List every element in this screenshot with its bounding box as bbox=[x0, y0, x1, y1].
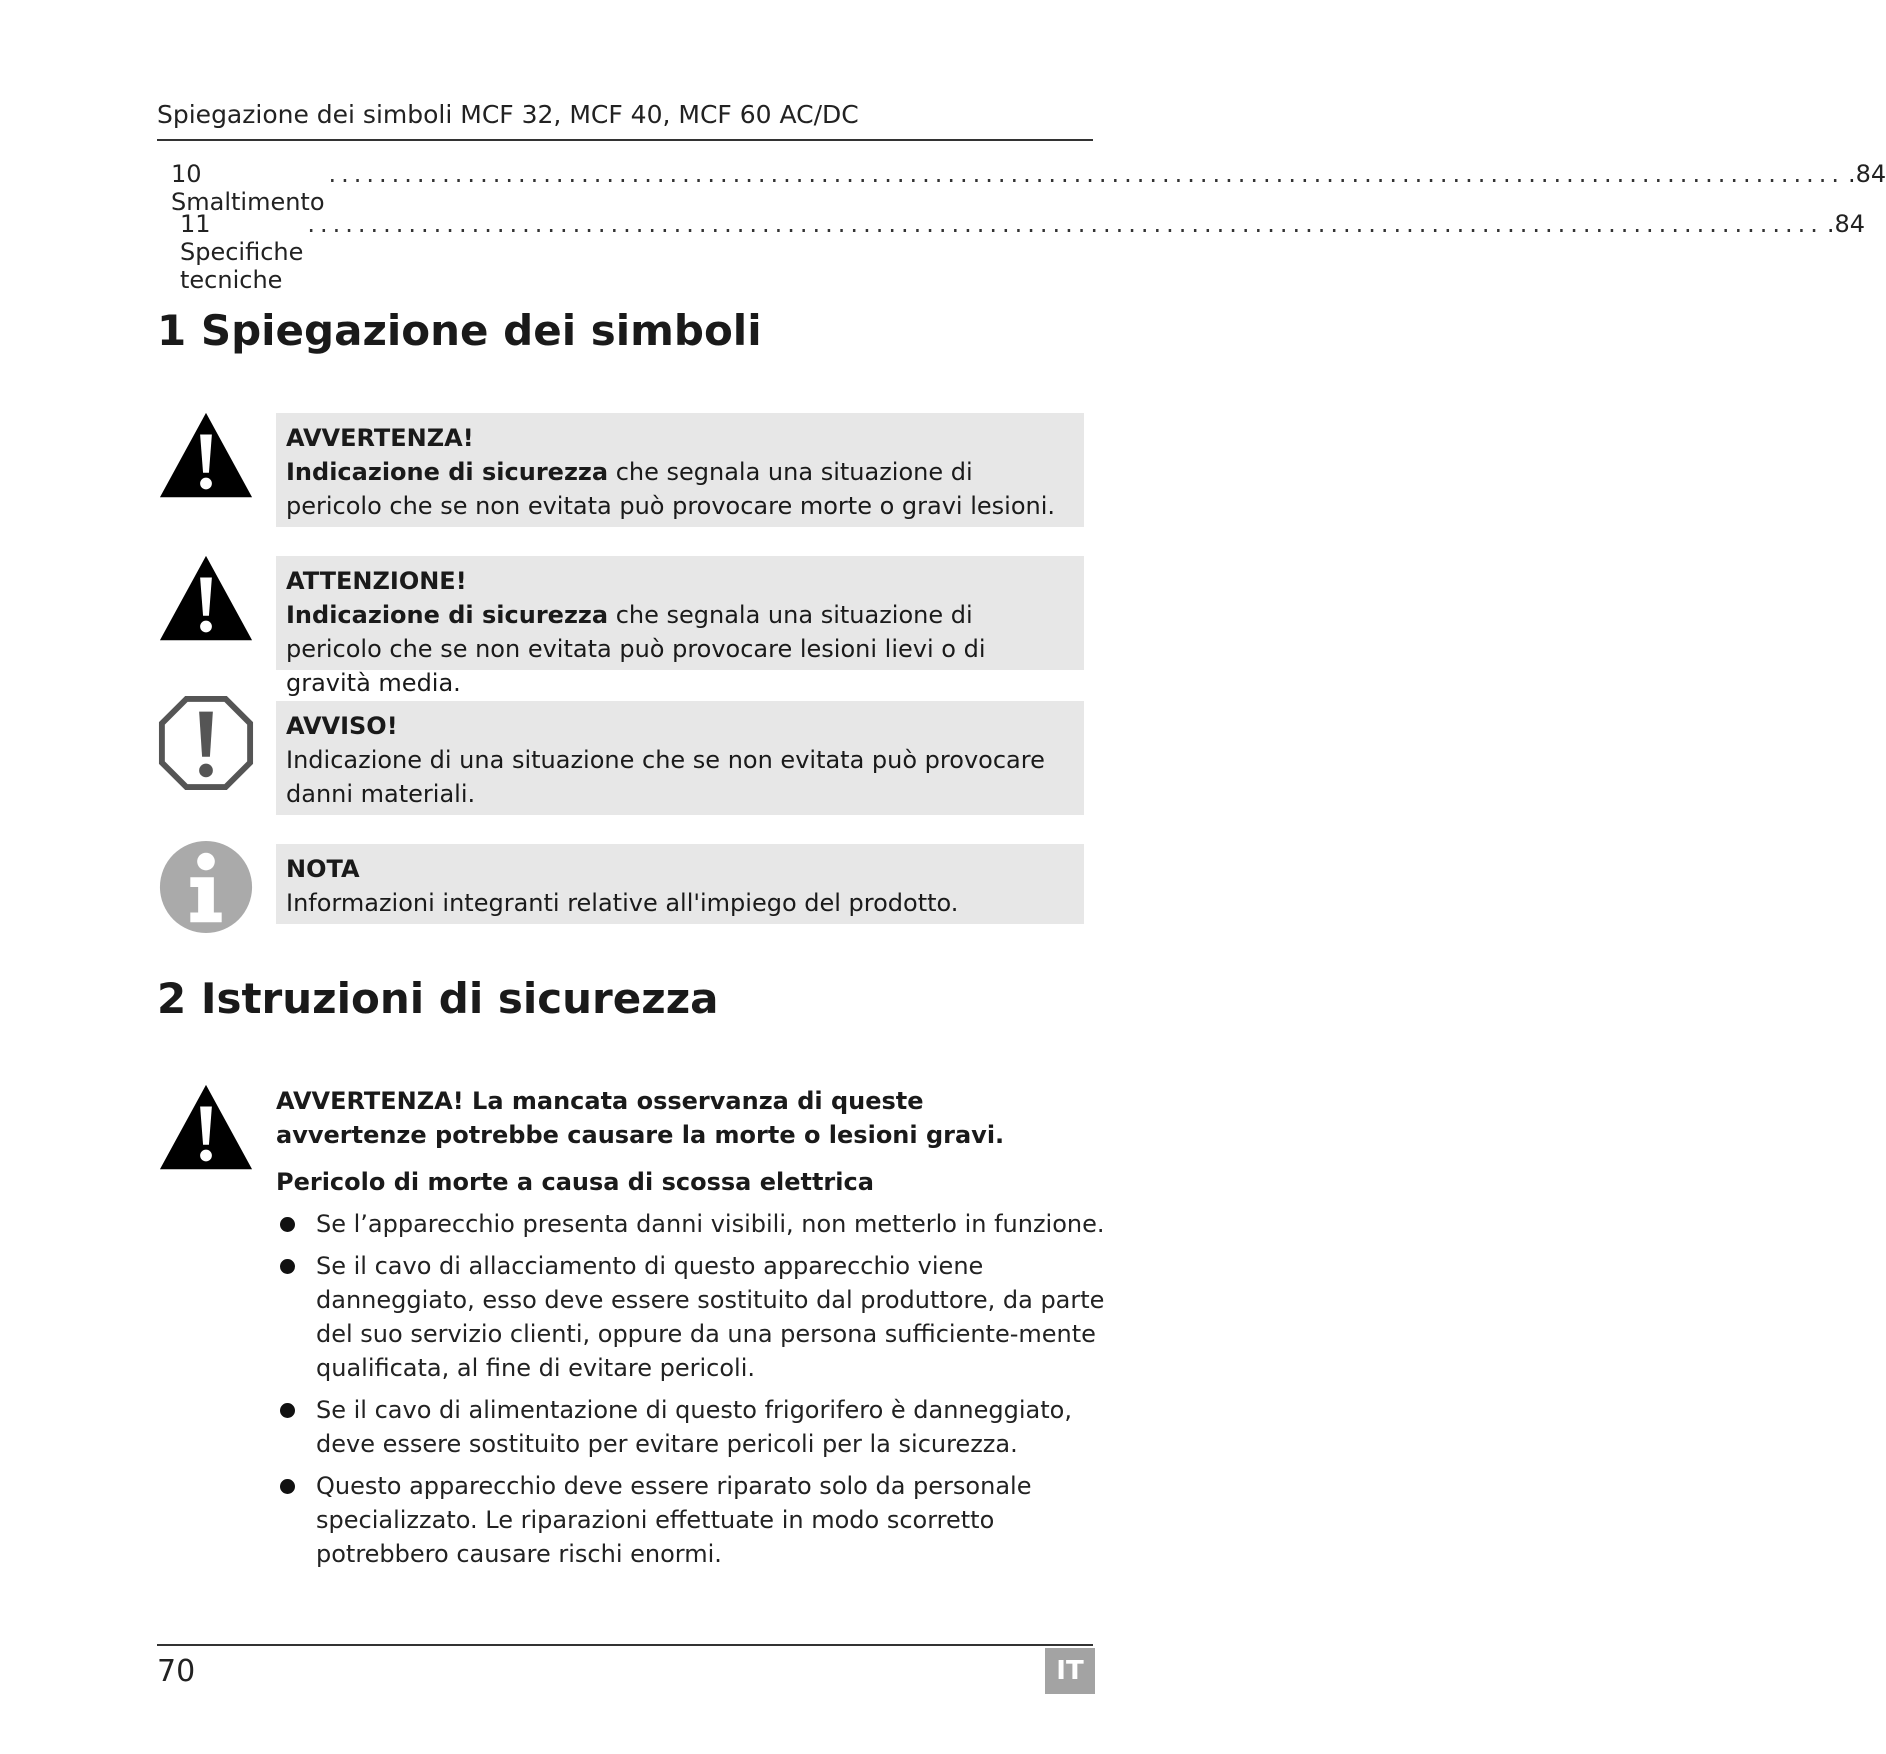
section-title: 2 Istruzioni di sicurezza bbox=[157, 974, 719, 1023]
toc-leader-dots: ........................................................................................................................ bbox=[307, 210, 1823, 238]
toc-page: .84 bbox=[1847, 160, 1886, 188]
toc-label: 11 Specifiche tecniche bbox=[180, 210, 304, 294]
symbol-bold-lead: Indicazione di sicurezza bbox=[286, 458, 609, 486]
symbol-text: Indicazione di una situazione che se non evitata può provocare danni materiali. bbox=[286, 746, 1045, 808]
bullet-text: Se l’apparecchio presenta danni visibili, non metterlo in funzione. bbox=[316, 1210, 1105, 1238]
warning-triangle-icon bbox=[157, 552, 255, 650]
toc-entry[interactable] bbox=[180, 210, 1866, 294]
symbol-description bbox=[286, 598, 1074, 700]
symbol-description bbox=[286, 455, 1074, 523]
toc-page: .84 bbox=[1826, 210, 1866, 238]
toc-label: 10 Smaltimento bbox=[171, 160, 325, 216]
info-icon bbox=[157, 838, 255, 936]
bullet-dot-icon bbox=[280, 1217, 295, 1232]
bullet-text: Se il cavo di allacciamento di questo apparecchio viene danneggiato, esso deve essere sostituito dal produttore, da parte del suo servizio clienti, oppure da una persona sufficiente-mente qualificata, al fine di evitare pericoli. bbox=[316, 1252, 1105, 1382]
hazard-subheading: Pericolo di morte a causa di scossa elettrica bbox=[276, 1168, 874, 1196]
warning-triangle-icon bbox=[157, 1081, 255, 1179]
safety-warning-heading: AVVERTENZA! La mancata osservanza di queste avvertenze potrebbe causare la morte o lesioni gravi. bbox=[276, 1087, 1005, 1149]
section-title: 1 Spiegazione dei simboli bbox=[157, 306, 762, 355]
symbol-box-warning bbox=[276, 413, 1084, 527]
language-badge: IT bbox=[1045, 1648, 1095, 1694]
bullet-dot-icon bbox=[280, 1259, 295, 1274]
list-item bbox=[276, 1393, 1106, 1461]
header-divider bbox=[157, 139, 1093, 141]
symbol-bold-lead: Indicazione di sicurezza bbox=[286, 601, 609, 629]
symbol-box-caution bbox=[276, 556, 1084, 697]
symbol-text: che segnala una situazione di pericolo che se non evitata può provocare lesioni lievi o di gravità media. bbox=[286, 601, 986, 697]
warning-triangle-icon bbox=[157, 409, 255, 507]
symbol-title: NOTA bbox=[286, 855, 360, 883]
bullet-text: Questo apparecchio deve essere riparato solo da personale specializzato. Le riparazioni effettuate in modo scorretto potrebbero causare rischi enormi. bbox=[316, 1472, 1032, 1568]
symbol-box-note bbox=[276, 844, 1084, 924]
octagon-exclamation-icon bbox=[157, 694, 255, 792]
symbol-title: AVVERTENZA! bbox=[286, 424, 474, 452]
symbol-text: che segnala una situazione di pericolo che se non evitata può provocare morte o gravi lesioni. bbox=[286, 458, 1056, 520]
page-header: Spiegazione dei simboli MCF 32, MCF 40, MCF 60 AC/DC bbox=[157, 100, 859, 129]
list-item bbox=[276, 1249, 1106, 1385]
bullet-dot-icon bbox=[280, 1479, 295, 1494]
symbol-title: AVVISO! bbox=[286, 712, 398, 740]
footer-divider bbox=[157, 1644, 1093, 1646]
symbol-box-notice bbox=[276, 701, 1084, 815]
bullet-dot-icon bbox=[280, 1403, 295, 1418]
list-item bbox=[276, 1207, 1106, 1241]
safety-bullet-list bbox=[276, 1207, 1106, 1579]
list-item bbox=[276, 1469, 1106, 1571]
page-number: 70 bbox=[157, 1654, 196, 1689]
symbol-text: Informazioni integranti relative all'impiego del prodotto. bbox=[286, 889, 959, 917]
toc-leader-dots: ........................................................................................................................ bbox=[328, 160, 1844, 188]
bullet-text: Se il cavo di alimentazione di questo frigorifero è danneggiato, deve essere sostituito per evitare pericoli per la sicurezza. bbox=[316, 1396, 1072, 1458]
toc-entry[interactable] bbox=[171, 160, 1886, 216]
symbol-title: ATTENZIONE! bbox=[286, 567, 467, 595]
